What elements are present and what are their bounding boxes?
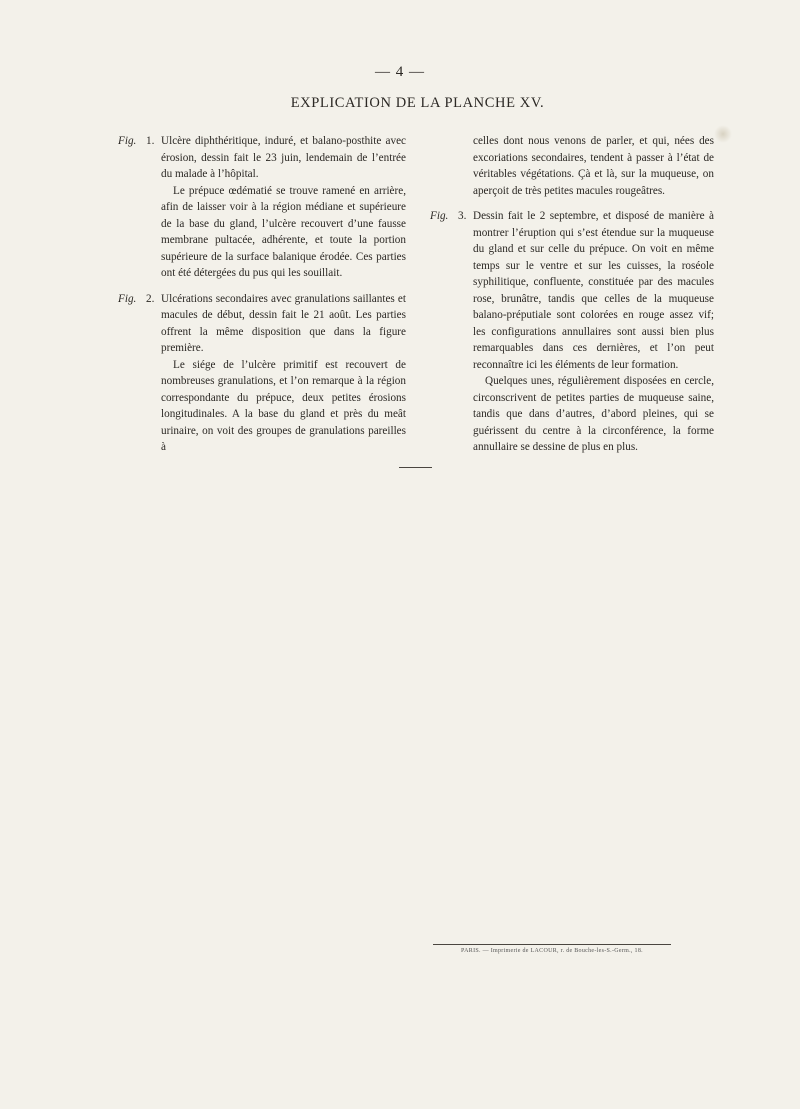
figure-label: Fig. — [118, 135, 137, 147]
figure-2-description: Ulcérations secondaires avec granulations saillantes et macules de début, dessin fait le 21 août. Les parties offrent la même disposition que dans la figure première. — [161, 292, 406, 354]
page-title: EXPLICATION DE LA PLANCHE XV. — [290, 95, 545, 111]
figure-3-description: Dessin fait le 2 septembre, et disposé de manière à montrer l’éruption qui s’est étendue sur la muqueuse du gland et sur celle du prépuce. On voit en même temps sur le ventre et sur les cuisses, la roséole syphilitique, confluente, constituée par des macules rose, brunâtre, tandis que celles de la muqueuse balano-préputiale sont colorées en rouge assez vif; les configurations annullaires sont aussi bien plus remarquables dans ces dernières, et l’on peut reconnaître ici les éléments de leur formation. — [473, 210, 714, 371]
figure-3-paragraph: Quelques unes, régulièrement disposées en cercle, circonscrivent de petites parties de muqueuse saine, tandis que dans d’autres, d’abord pleines, qui se guérissent du centre à la circonférence, la forme annullaire se dessine de plus en plus. — [473, 375, 714, 453]
printer-imprint: PARIS. — Imprimerie de LACOUR, r. de Bouche-les-S.-Germ., 18. — [461, 948, 643, 954]
right-column — [430, 133, 714, 465]
figure-entry-2 — [118, 291, 406, 456]
figure-label: Fig. — [118, 292, 137, 305]
page-number: — 4 — — [375, 64, 425, 80]
figure-entry-3 — [430, 208, 714, 456]
figure-label: Fig. — [430, 210, 449, 222]
figure-1-description: Ulcère diphthéritique, induré, et balano-posthite avec érosion, dessin fait le 23 juin, lendemain de l’entrée du malade à l’hôpital. — [161, 135, 406, 180]
figure-entry-1 — [118, 133, 406, 282]
section-divider — [399, 467, 432, 468]
paper-stain — [714, 125, 732, 143]
figure-2-continuation: celles dont nous venons de parler, et qui, nées des excoriations secondaires, tendent à passer à l’état de véritables végétations. Çà et là, sur la muqueuse, on aperçoit de très petites macules rougeâtres. — [473, 135, 714, 197]
figure-2-paragraph: Le siége de l’ulcère primitif est recouvert de nombreuses granulations, et l’on remarque à la région correspondante du prépuce, deux petites érosions longitudinales. A la base du gland et près du meât urinaire, on voit des groupes de granulations pareilles à — [161, 358, 406, 453]
figure-number: 3. — [458, 210, 467, 222]
left-column — [118, 133, 406, 465]
footer-rule — [433, 944, 671, 945]
figure-number: 2. — [146, 292, 155, 305]
figure-number: 1. — [146, 135, 155, 147]
figure-1-paragraph: Le prépuce œdématié se trouve ramené en arrière, afin de laisser voir à la région médiane et supérieure de la base du gland, l’ulcère recouvert d’une fausse membrane pultacée, adhérente, et toute la portion supérieure de la surface balanique érodée. Ces parties ont été détergées du pus qui les souillait. — [161, 184, 406, 279]
